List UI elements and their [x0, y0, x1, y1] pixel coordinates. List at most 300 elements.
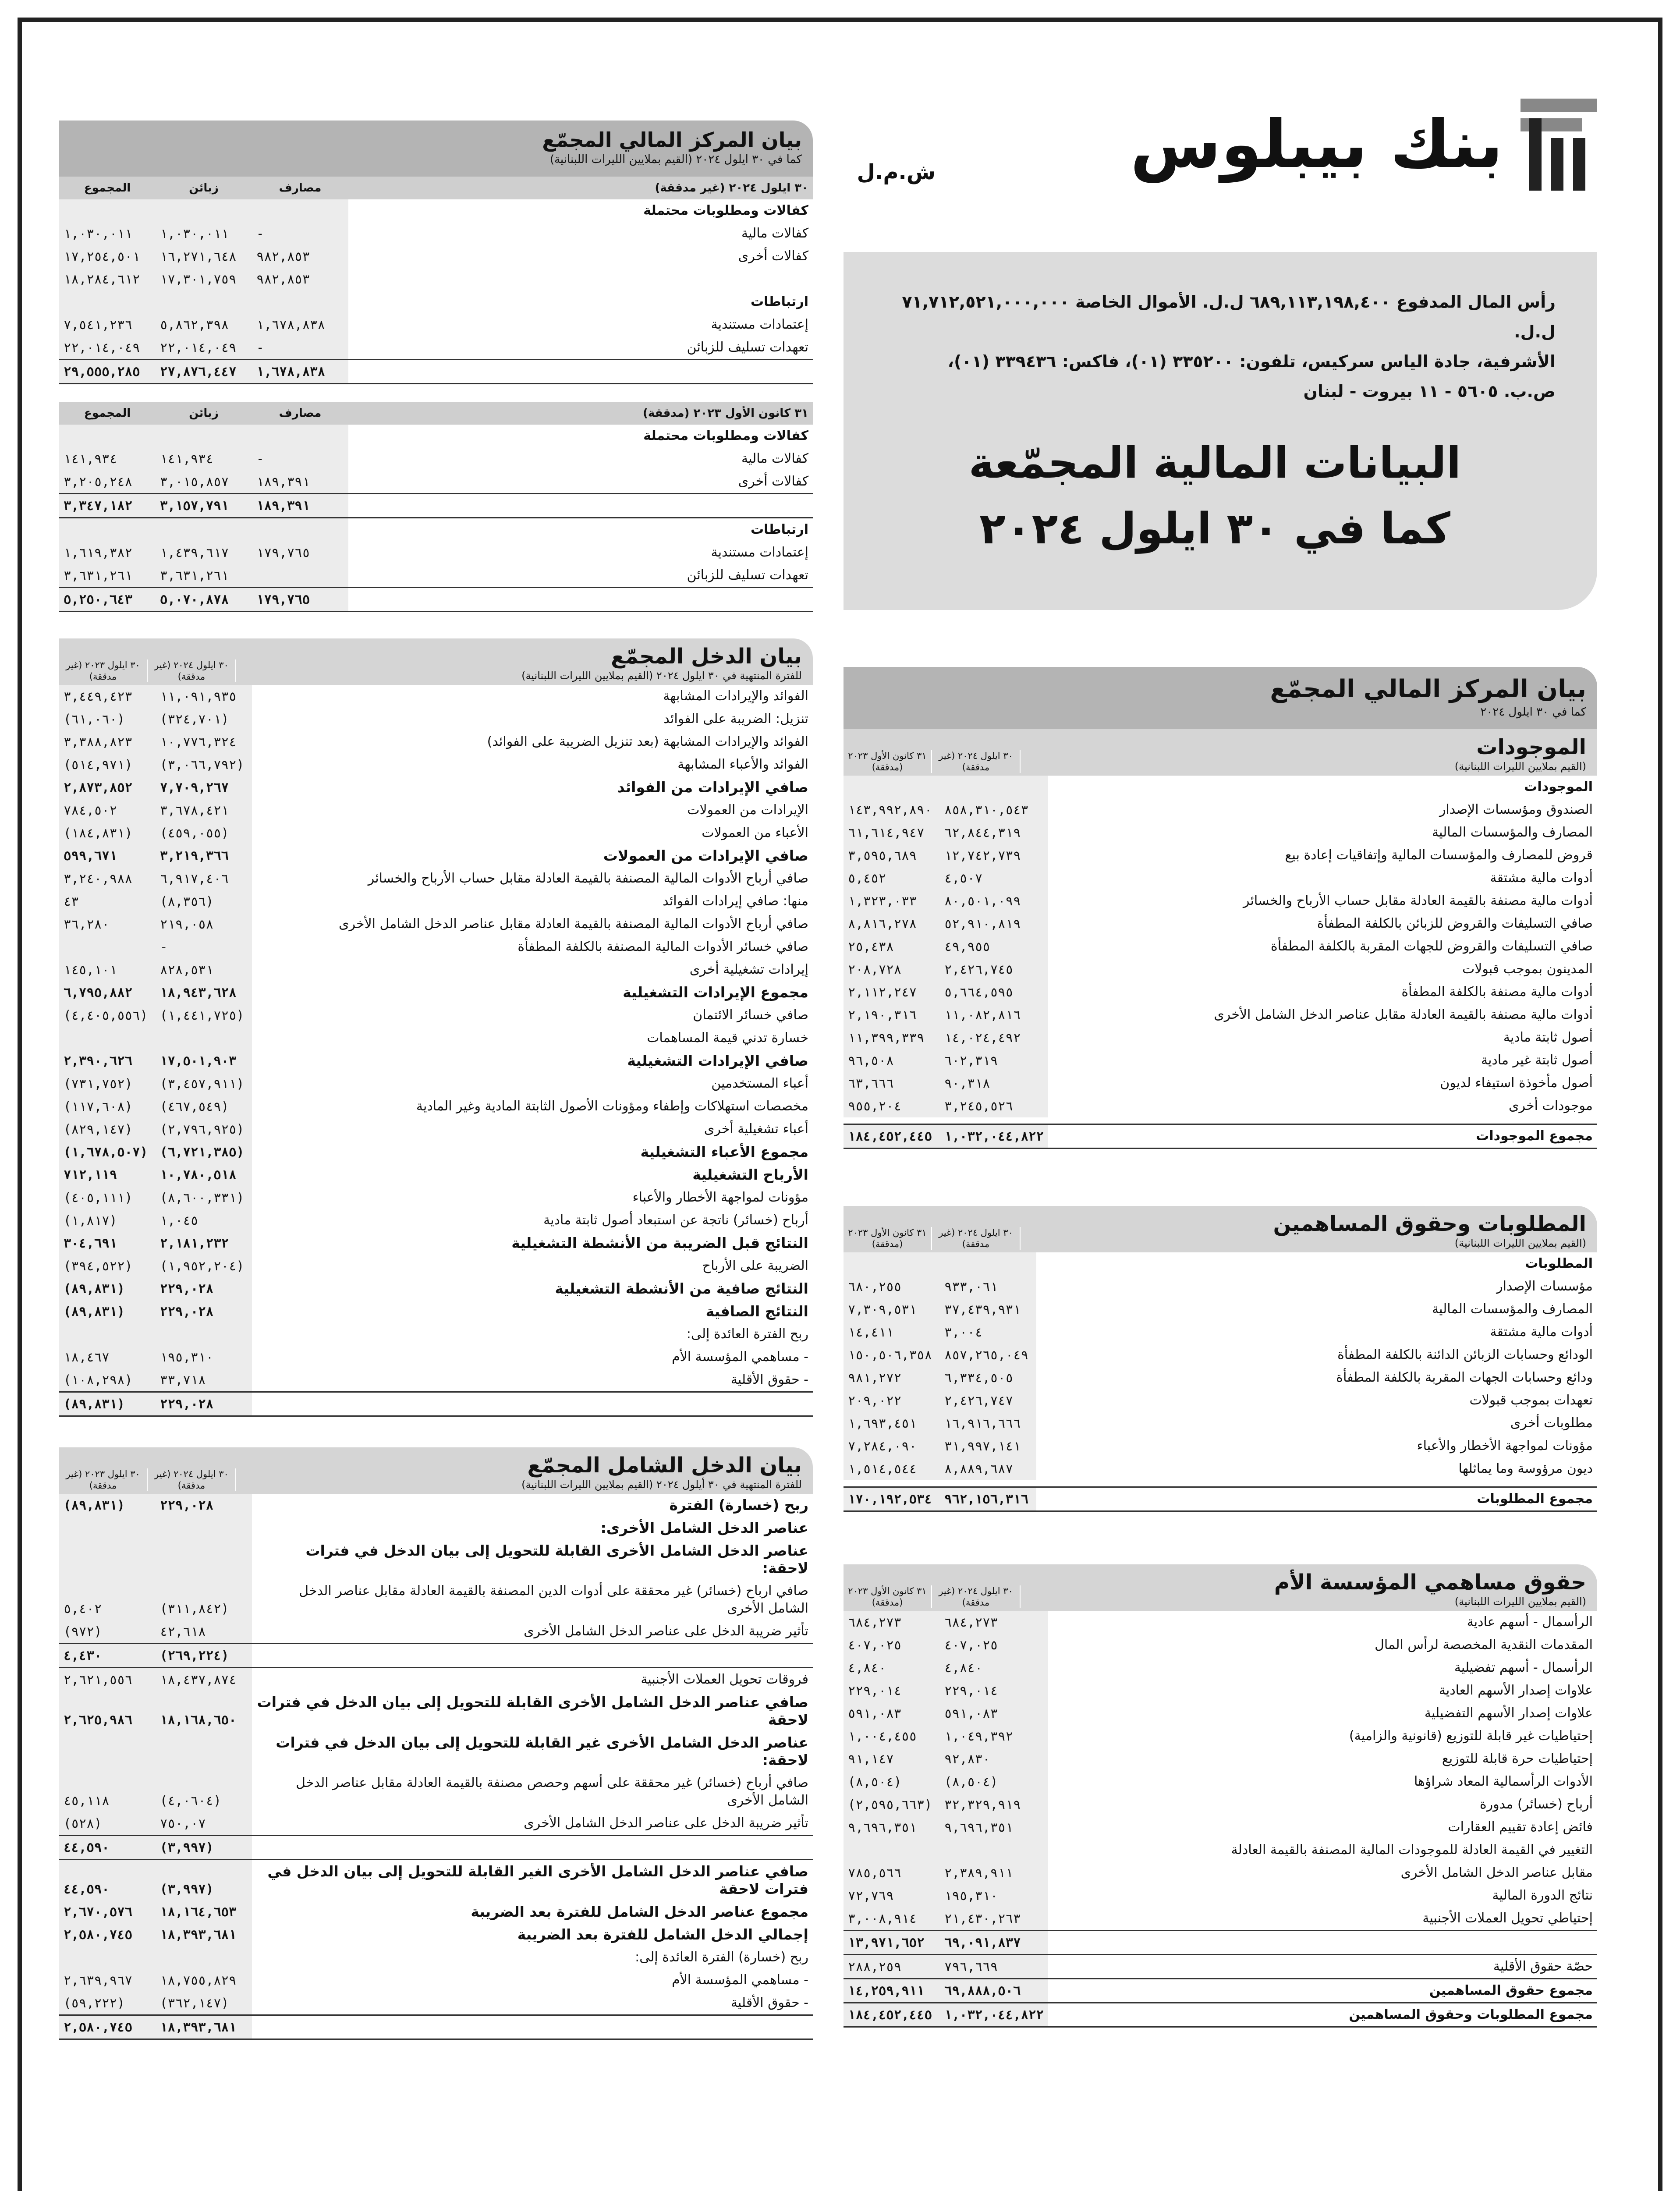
- row-value-c: ٣,٦٣١,٢٦١: [59, 564, 156, 588]
- row-value-c: [59, 425, 156, 447]
- row-value-b: (٤,٤٠٥,٥٥٦): [59, 1004, 156, 1027]
- row-value-c: ٢٢,٠١٤,٠٤٩: [59, 336, 156, 360]
- row-value-b: ٢,٥٨٠,٧٤٥: [59, 2015, 156, 2039]
- pobox-line: ص.ب. ٥٦٠٥ - ١١ بيروت - لبنان: [1303, 382, 1556, 401]
- table-row: [59, 2015, 813, 2039]
- row-value-b: ٢,٨٧٣,٨٥٢: [59, 776, 156, 799]
- table-row: [844, 1389, 1597, 1412]
- row-label: أصول ثابتة مادية: [1503, 1030, 1593, 1045]
- row-value-a: (٤٥٩,٠٥٥): [156, 822, 252, 844]
- ci-table: [59, 1494, 813, 2040]
- row-label: مجموع الموجودات: [1048, 1124, 1597, 1149]
- row-value-a: (٤٦٧,٥٤٩): [156, 1095, 252, 1118]
- obs-section-row: [59, 199, 813, 222]
- row-value-a: [252, 518, 348, 542]
- row-value-b: ١,٤٣٩,٦١٧: [156, 541, 252, 564]
- row-value-b: ١٤١,٩٣٤: [156, 447, 252, 470]
- row-value-b: [156, 425, 252, 447]
- row-value-a: ٩٠,٣١٨: [940, 1072, 1048, 1095]
- row-value-c: ٣,٣٤٧,١٨٢: [59, 494, 156, 518]
- row-value-b: ٧,٣٠٩,٥٣١: [844, 1298, 940, 1321]
- capital-line: رأس المال المدفوع ٦٨٩,١١٣,١٩٨,٤٠٠ ل.ل. الأموال الخاصة ٧١,٧١٢,٥٢١,٠٠٠,٠٠٠ ل.ل.: [902, 292, 1556, 341]
- row-value-a: ٢١,٤٣٠,٢٦٣: [940, 1907, 1048, 1931]
- row-label: كفالات مالية: [741, 226, 808, 241]
- row-label: أصول مأخوذة استيفاء لديون: [1440, 1075, 1593, 1091]
- row-value-a: (٣,٩٩٧): [156, 1836, 252, 1860]
- ci-col-2024: ٣٠ ايلول ٢٠٢٤ (غير مدققة): [148, 1468, 236, 1491]
- row-value-a: ٣٢,٣٢٩,٩١٩: [940, 1793, 1048, 1816]
- row-label: الصندوق ومؤسسات الإصدار: [1439, 802, 1593, 817]
- row-value-a: (٣,٠٦٦,٧٩٢): [156, 753, 252, 776]
- row-label: صافي التسليفات والقروض للزبائن بالكلفة المطفأة: [1317, 916, 1593, 931]
- row-label: المصارف والمؤسسات المالية: [1432, 1301, 1593, 1317]
- table-row: [59, 1691, 813, 1731]
- obs-table-2024: [59, 177, 813, 384]
- row-value-b: ١٣,٩٧١,٦٥٢: [844, 1931, 940, 1955]
- table-row: [59, 313, 813, 336]
- row-value-a: [156, 1539, 252, 1580]
- row-value-a: -: [252, 336, 348, 360]
- row-label: الضريبة على الأرباح: [702, 1258, 808, 1273]
- table-row: [844, 1435, 1597, 1457]
- table-row: [59, 685, 813, 708]
- table-row: [59, 799, 813, 822]
- ci-subtitle: للفترة المنتهية في ٣٠ أيلول ٢٠٢٤ (القيم بملايين الليرات اللبنانية): [521, 1478, 802, 1491]
- row-value-a: ٢,٣٨٩,٩١١: [940, 1861, 1048, 1884]
- row-value-a: -: [252, 222, 348, 245]
- table-row: [59, 867, 813, 890]
- table-row: [844, 1003, 1597, 1026]
- bank-logo-icon: [1521, 99, 1597, 191]
- row-label: الأرباح التشغيلية: [692, 1166, 808, 1183]
- row-label: كفالات أخرى: [738, 248, 808, 264]
- row-label: - حقوق الأقلية: [730, 1995, 808, 2010]
- row-label: صافي خسائر الأدوات المالية المصنفة بالكلفة المطفأة: [517, 939, 808, 954]
- col-2024-header: ٣٠ ايلول ٢٠٢٤ (غير مدققة): [932, 1227, 1021, 1250]
- row-label: تنزيل: الضريبة على الفوائد: [663, 711, 808, 727]
- row-value-a: [252, 425, 348, 447]
- row-value-a: ١٧,٥٠١,٩٠٣: [156, 1049, 252, 1072]
- fp-header: [844, 667, 1597, 729]
- table-row: [59, 1580, 813, 1620]
- table-row: [59, 1539, 813, 1580]
- off-balance-section: [59, 121, 813, 612]
- row-value-b: ٣,٥٩٥,٦٨٩: [844, 844, 940, 867]
- table-row: [844, 1679, 1597, 1702]
- table-row: [59, 1027, 813, 1049]
- row-value-b: ٤٠٧,٠٢٥: [844, 1634, 940, 1656]
- row-value-a: ٧,٧٠٩,٢٦٧: [156, 776, 252, 799]
- row-value-a: (٣,٤٥٧,٩١١): [156, 1072, 252, 1095]
- table-row: [59, 1668, 813, 1691]
- header-box: [844, 252, 1597, 610]
- row-label: إحتياطي تحويل العملات الأجنبية: [1422, 1911, 1593, 1926]
- row-label: صافي أرباح (خسائر) غير محققة على أسهم وحصص مصنفة بالقيمة العادلة مقابل عناصر الدخل الشامل الأخرى: [296, 1775, 808, 1808]
- row-value-a: ١١,٠٩١,٩٣٥: [156, 685, 252, 708]
- table-row: [59, 494, 813, 518]
- row-label: [252, 1836, 813, 1860]
- table-row: [844, 821, 1597, 844]
- units-note: (القيم بملايين الليرات اللبنانية): [1454, 1237, 1586, 1249]
- table-row: [844, 1026, 1597, 1049]
- row-value-a: ١,٠٣٢,٠٤٤,٨٢٢: [940, 2003, 1048, 2027]
- row-value-a: [156, 1517, 252, 1539]
- row-label: تعهدات تسليف للزبائن: [687, 567, 808, 583]
- row-value-b: ٢,١٩٠,٣١٦: [844, 1003, 940, 1026]
- row-label: أصول ثابتة غير مادية: [1481, 1053, 1593, 1068]
- row-value-a: ٢,٤٢٦,٧٤٥: [940, 958, 1048, 981]
- row-value-a: [156, 1027, 252, 1049]
- table-row: [844, 1072, 1597, 1095]
- row-value-a: ٤,٨٤٠: [940, 1656, 1048, 1679]
- assets-section-label: [844, 776, 1597, 798]
- row-label: أدوات مالية مصنفة بالقيمة العادلة مقابل حساب الأرباح والخسائر: [1243, 893, 1593, 908]
- row-value-b: [844, 1839, 940, 1861]
- row-label: مجموع المطلوبات وحقوق المساهمين: [1048, 2003, 1597, 2027]
- row-value-b: ٩٦,٥٠٨: [844, 1049, 940, 1072]
- equity-total-row: [844, 1979, 1597, 2003]
- table-row: [844, 1344, 1597, 1366]
- row-label: ربح (خسارة) الفترة العائدة إلى:: [635, 1950, 808, 1965]
- row-value-c: ٧,٥٤١,٢٣٦: [59, 313, 156, 336]
- table-row: [59, 730, 813, 753]
- inc-col-2023: ٣٠ ايلول ٢٠٢٣ (غير مدققة): [59, 659, 148, 682]
- row-value-a: ١٩٥,٣١٠: [156, 1346, 252, 1368]
- row-value-b: (١١٧,٦٠٨): [59, 1095, 156, 1118]
- row-label: مجموع المطلوبات: [1036, 1487, 1597, 1511]
- row-value-a: ٢٢٩,٠٢٨: [156, 1494, 252, 1517]
- row-value-b: ٢٠٩,٠٢٢: [844, 1389, 940, 1412]
- inc-col-2024: ٣٠ ايلول ٢٠٢٤ (غير مدققة): [148, 659, 236, 682]
- inc-title: بيان الدخل المجمّع: [611, 644, 802, 669]
- row-value-b: ١,٠٣٠,٠١١: [156, 222, 252, 245]
- empty-cell: [940, 776, 1048, 798]
- row-value-a: ٩٦٢,١٥٦,٣١٦: [940, 1487, 1036, 1511]
- row-value-b: (٥١٤,٩٧١): [59, 753, 156, 776]
- obs-subtitle: كما في ٣٠ ايلول ٢٠٢٤ (القيم بملايين الليرات اللبنانية): [549, 153, 802, 166]
- col-2024-header: ٣٠ ايلول ٢٠٢٤ (غير مدققة): [932, 1585, 1021, 1608]
- table-row: [59, 1277, 813, 1300]
- row-value-c: ٥,٢٥٠,٦٤٣: [59, 588, 156, 612]
- main-title-2: كما في ٣٠ ايلول ٢٠٢٤: [979, 504, 1451, 554]
- row-label: إجمالي الدخل الشامل للفترة بعد الضريبة: [517, 1926, 808, 1943]
- row-value-a: ١٩٥,٣١٠: [940, 1884, 1048, 1907]
- row-value-b: (٦١,٠٦٠): [59, 708, 156, 730]
- row-value-a: ١٨,١٦٤,٦٥٣: [156, 1900, 252, 1923]
- row-value-b: (١٠٨,٢٩٨): [59, 1368, 156, 1392]
- empty-cell: [940, 1252, 1036, 1275]
- table-row: [844, 1884, 1597, 1907]
- row-value-a: ٦,٩١٧,٤٠٦: [156, 867, 252, 890]
- table-row: [59, 1323, 813, 1346]
- table-row: [59, 360, 813, 384]
- table-row: [59, 564, 813, 588]
- col-2023-header: ٣١ كانون الأول ٢٠٢٣ (مدققة): [844, 1585, 932, 1608]
- obs-table-2023: [59, 402, 813, 612]
- table-row: [59, 1494, 813, 1517]
- row-value-b: ٥٩١,٠٨٣: [844, 1702, 940, 1725]
- row-label: ربح الفترة العائدة إلى:: [686, 1326, 808, 1342]
- row-label: إحتياطيات حرة قابلة للتوزيع: [1442, 1751, 1593, 1766]
- row-value-b: ٢,٦٣٩,٩٦٧: [59, 1969, 156, 1992]
- ci-header: [59, 1447, 813, 1494]
- row-value-b: ٢,١١٢,٢٤٧: [844, 981, 940, 1003]
- row-value-a: ٢١٩,٠٥٨: [156, 913, 252, 936]
- row-value-b: ٨,٨١٦,٢٧٨: [844, 912, 940, 935]
- row-value-a: ٧٥٠,٠٧: [156, 1812, 252, 1836]
- table-row: [844, 1907, 1597, 1931]
- spacer: [844, 1117, 1597, 1124]
- row-value-a: (٣٦٢,١٤٧): [156, 1992, 252, 2015]
- row-label: مقابل عناصر الدخل الشامل الأخرى: [1400, 1865, 1593, 1880]
- row-value-a: (٨,٥٠٤): [940, 1770, 1048, 1793]
- row-value-a: ١٧٩,٧٦٥: [252, 541, 348, 564]
- table-row: [59, 708, 813, 730]
- row-value-b: [156, 199, 252, 222]
- right-column: [844, 99, 1597, 2028]
- empty-cell: [844, 1252, 940, 1275]
- row-label: عناصر الدخل الشامل الأخرى القابلة للتحويل إلى بيان الدخل في فترات لاحقة:: [305, 1542, 808, 1577]
- table-row: [59, 936, 813, 958]
- row-value-a: ٨,٨٨٩,٦٨٧: [940, 1457, 1036, 1480]
- row-value-a: ١٨,١٦٨,٦٥٠: [156, 1691, 252, 1731]
- assets-total-row: [844, 1124, 1597, 1149]
- row-value-c: [59, 518, 156, 542]
- row-value-b: ٢,٦٢١,٥٥٦: [59, 1668, 156, 1691]
- col-customers: زبائن: [156, 177, 252, 199]
- row-label: تعهدات بموجب قبولات: [1469, 1393, 1593, 1408]
- row-label: مجموع الإيرادات التشغيلية: [623, 984, 808, 1001]
- main-title-1: البيانات المالية المجمّعة: [968, 438, 1461, 488]
- row-label: صافي أرباح الأدوات المالية المصنفة بالقيمة العادلة مقابل حساب الأرباح والخسائر: [368, 871, 808, 886]
- row-value-a: ١٨,٧٥٥,٨٢٩: [156, 1969, 252, 1992]
- row-label: إيرادات تشغيلية أخرى: [689, 962, 808, 977]
- row-label: خسارة تدني قيمة المساهمات: [647, 1030, 808, 1046]
- table-row: [844, 1816, 1597, 1839]
- row-value-a: (٢,٧٩٦,٩٢٥): [156, 1118, 252, 1141]
- row-value-b: (٨٩,٨٣١): [59, 1392, 156, 1416]
- row-value-c: ١٤١,٩٣٤: [59, 447, 156, 470]
- table-row: [844, 1702, 1597, 1725]
- row-label: علاوات إصدار الأسهم العادية: [1439, 1683, 1593, 1698]
- row-label: إعتمادات مستندية: [711, 317, 808, 332]
- row-label: مؤونات لمواجهة الأخطار والأعباء: [1417, 1438, 1593, 1454]
- row-value-a: ١٠,٧٧٦,٣٢٤: [156, 730, 252, 753]
- row-value-b: ١٤,٢٥٩,٩١١: [844, 1979, 940, 2003]
- obs-section-row: [59, 291, 813, 313]
- table-row: [59, 1836, 813, 1860]
- row-value-a: (٣,٩٩٧): [156, 1860, 252, 1901]
- row-value-a: ١,٠٤٩,٣٩٢: [940, 1725, 1048, 1748]
- table-row: [59, 1900, 813, 1923]
- row-value-a: ١١,٠٨٢,٨١٦: [940, 1003, 1048, 1026]
- table-row: [59, 588, 813, 612]
- row-label: منها: صافي إيرادات الفوائد: [663, 893, 808, 909]
- row-value-a: ٢٢٩,٠١٤: [940, 1679, 1048, 1702]
- table-row: [59, 776, 813, 799]
- row-label: النتائج قبل الضريبة من الأنشطة التشغيلية: [511, 1234, 808, 1251]
- table-row: [844, 1725, 1597, 1748]
- col-2024-header: ٣٠ ايلول ٢٠٢٤ (غير مدققة): [932, 750, 1021, 773]
- table-row: [59, 1095, 813, 1118]
- row-label: تأثير ضريبة الدخل على عناصر الدخل الشامل الأخرى: [524, 1815, 808, 1831]
- row-value-a: ١,٦٧٨,٨٣٨: [252, 313, 348, 336]
- table-row: [59, 470, 813, 494]
- row-value-a: ١٨,٤٣٧,٨٧٤: [156, 1668, 252, 1691]
- row-value-b: [59, 1539, 156, 1580]
- table-row: [59, 1392, 813, 1416]
- row-value-b: [59, 936, 156, 958]
- table-row: [844, 1861, 1597, 1884]
- row-label: [348, 494, 813, 518]
- section-label: المطلوبات: [1525, 1256, 1593, 1271]
- table-row: [844, 1634, 1597, 1656]
- comprehensive-income-section: [59, 1447, 813, 2040]
- row-value-a: ١,٠٤٥: [156, 1209, 252, 1232]
- row-value-a: ٤,٥٠٧: [940, 867, 1048, 890]
- row-value-b: ٩٨١,٢٧٢: [844, 1366, 940, 1389]
- row-value-b: ٣,١٥٧,٧٩١: [156, 494, 252, 518]
- table-row: [59, 1946, 813, 1969]
- row-value-b: ٣,٠٠٨,٩١٤: [844, 1907, 940, 1931]
- obs-section-row: [59, 425, 813, 447]
- row-label: المدينون بموجب قبولات: [1462, 961, 1593, 977]
- inc-subtitle: للفترة المنتهية في ٣٠ ايلول ٢٠٢٤ (القيم بملايين الليرات اللبنانية): [521, 670, 802, 682]
- row-value-a: [156, 1731, 252, 1772]
- row-value-a: ٥٢,٩١٠,٨١٩: [940, 912, 1048, 935]
- row-label: أعباء تشغيلية أخرى: [704, 1121, 808, 1137]
- table-row: [59, 1346, 813, 1368]
- row-value-b: ١,٥١٤,٥٤٤: [844, 1457, 940, 1480]
- ci-col-2023: ٣٠ ايلول ٢٠٢٣ (غير مدققة): [59, 1468, 148, 1491]
- row-value-c: ١,٠٣٠,٠١١: [59, 222, 156, 245]
- obs-title: بيان المركز المالي المجمّع: [542, 128, 802, 152]
- table-row: [59, 1141, 813, 1163]
- row-value-a: ٢٢٩,٠٢٨: [156, 1300, 252, 1323]
- table-row: [59, 913, 813, 936]
- row-value-b: [59, 1946, 156, 1969]
- row-value-a: (٣١١,٨٤٢): [156, 1580, 252, 1620]
- row-value-a: ٨٥٨,٣١٠,٥٤٣: [940, 798, 1048, 821]
- row-value-a: ٢٢٩,٠٢٨: [156, 1277, 252, 1300]
- col-banks: مصارف: [252, 177, 348, 199]
- row-value-a: (٨,٣٥٦): [156, 890, 252, 913]
- table-row: [844, 981, 1597, 1003]
- row-label: ودائع وحسابات الجهات المقربة بالكلفة المطفأة: [1336, 1370, 1593, 1385]
- row-label: موجودات أخرى: [1509, 1098, 1593, 1113]
- row-value-b: ٧,٢٨٤,٠٩٠: [844, 1435, 940, 1457]
- row-value-b: ٤٤,٥٩٠: [59, 1836, 156, 1860]
- liab-section-label: [844, 1252, 1597, 1275]
- row-value-a: ٩٨٢,٨٥٣: [252, 245, 348, 268]
- row-value-b: (٤٠٥,١١١): [59, 1186, 156, 1209]
- grand-total-row: [844, 2003, 1597, 2027]
- row-value-b: [59, 1517, 156, 1539]
- table-row: [59, 245, 813, 268]
- row-label: نتائج الدورة المالية: [1492, 1888, 1593, 1903]
- row-label: الإيرادات من العمولات: [687, 802, 808, 818]
- row-value-b: ٣٦,٢٨٠: [59, 913, 156, 936]
- row-value-a: (٨,٦٠٠,٣٣١): [156, 1186, 252, 1209]
- row-value-a: ٦٢,٨٤٤,٣١٩: [940, 821, 1048, 844]
- row-value-a: ٨٥٧,٢٦٥,٠٤٩: [940, 1344, 1036, 1366]
- row-label: مجموع حقوق المساهمين: [1048, 1979, 1597, 2003]
- row-value-a: [940, 1839, 1048, 1861]
- row-value-b: ٧٨٥,٥٦٦: [844, 1861, 940, 1884]
- row-value-a: (٢٦٩,٢٢٤): [156, 1644, 252, 1668]
- row-label: أدوات مالية مصنفة بالقيمة العادلة مقابل عناصر الدخل الشامل الأخرى: [1214, 1007, 1593, 1022]
- fp-subtitle: كما في ٣٠ ايلول ٢٠٢٤: [1480, 706, 1586, 719]
- row-value-b: ٦,٧٩٥,٨٨٢: [59, 981, 156, 1004]
- table-row: [59, 1004, 813, 1027]
- row-value-b: ٣,٠١٥,٨٥٧: [156, 470, 252, 494]
- row-label: مؤونات لمواجهة الأخطار والأعباء: [632, 1190, 808, 1205]
- row-value-b: ٩٥٥,٢٠٤: [844, 1095, 940, 1117]
- row-value-a: ٦,٣٣٤,٥٠٥: [940, 1366, 1036, 1389]
- row-label: حصّة حقوق الأقلية: [1493, 1959, 1593, 1974]
- row-value-a: [156, 1946, 252, 1969]
- row-value-a: ٣٣,٧١٨: [156, 1368, 252, 1392]
- row-value-a: ١٨,٣٩٣,٦٨١: [156, 1923, 252, 1946]
- row-label: أعباء المستخدمين: [711, 1076, 808, 1091]
- table-row: [59, 1517, 813, 1539]
- row-value-a: ٣,٢٤٥,٥٢٦: [940, 1095, 1048, 1117]
- liab-total-row: [844, 1487, 1597, 1511]
- units-note: (القيم بملايين الليرات اللبنانية): [1454, 760, 1586, 773]
- empty-cell: [844, 776, 940, 798]
- row-value-b: [156, 291, 252, 313]
- row-value-b: (٩٧٢): [59, 1620, 156, 1644]
- assets-header: [844, 729, 1597, 776]
- row-value-c: ١,٦١٩,٣٨٢: [59, 541, 156, 564]
- row-value-b: ٩١,١٤٧: [844, 1748, 940, 1770]
- row-value-b: ١٤٥,١٠١: [59, 958, 156, 981]
- obs-header: [59, 121, 813, 177]
- row-value-b: (٨٩,٨٣١): [59, 1494, 156, 1517]
- row-label: فائض إعادة تقييم العقارات: [1448, 1819, 1593, 1835]
- row-label: [348, 360, 813, 384]
- row-value-b: ١٤,٤١١: [844, 1321, 940, 1344]
- row-value-b: ٥,٤٥٢: [844, 867, 940, 890]
- row-label: ارتباطات: [751, 294, 808, 309]
- row-value-b: ٥٩٩,٦٧١: [59, 844, 156, 867]
- row-value-c: ١٧,٢٥٤,٥٠١: [59, 245, 156, 268]
- row-label: أرباح (خسائر) ناتجة عن استبعاد أصول ثابتة مادية: [543, 1212, 808, 1228]
- row-label: النتائج الصافية: [705, 1303, 808, 1320]
- table-row: [844, 1656, 1597, 1679]
- row-value-a: [156, 1323, 252, 1346]
- table-row: [59, 1923, 813, 1946]
- row-label: تعهدات تسليف للزبائن: [687, 340, 808, 355]
- liab-table: [844, 1252, 1597, 1512]
- table-row: [844, 1955, 1597, 1979]
- bank-suffix: ش.م.ل: [857, 160, 936, 184]
- row-value-b: [156, 518, 252, 542]
- row-label: ديون مرؤوسة وما يماثلها: [1458, 1461, 1593, 1476]
- row-value-b: [59, 1323, 156, 1346]
- equity-table: [844, 1611, 1597, 2028]
- table-row: [59, 1772, 813, 1812]
- row-value-b: ٧٨٤,٥٠٢: [59, 799, 156, 822]
- row-value-b: ٢,٦٢٥,٩٨٦: [59, 1691, 156, 1731]
- row-value-b: ٣٠٤,٦٩١: [59, 1232, 156, 1255]
- bank-logo: [844, 99, 1597, 217]
- row-value-b: ٢,٣٩٠,٦٢٦: [59, 1049, 156, 1072]
- obs-period-label: ٣٠ ايلول ٢٠٢٤ (غير مدققة): [348, 177, 813, 199]
- table-row: [844, 798, 1597, 821]
- row-value-c: [59, 291, 156, 313]
- row-label: صافي الإيرادات التشغيلية: [627, 1052, 808, 1069]
